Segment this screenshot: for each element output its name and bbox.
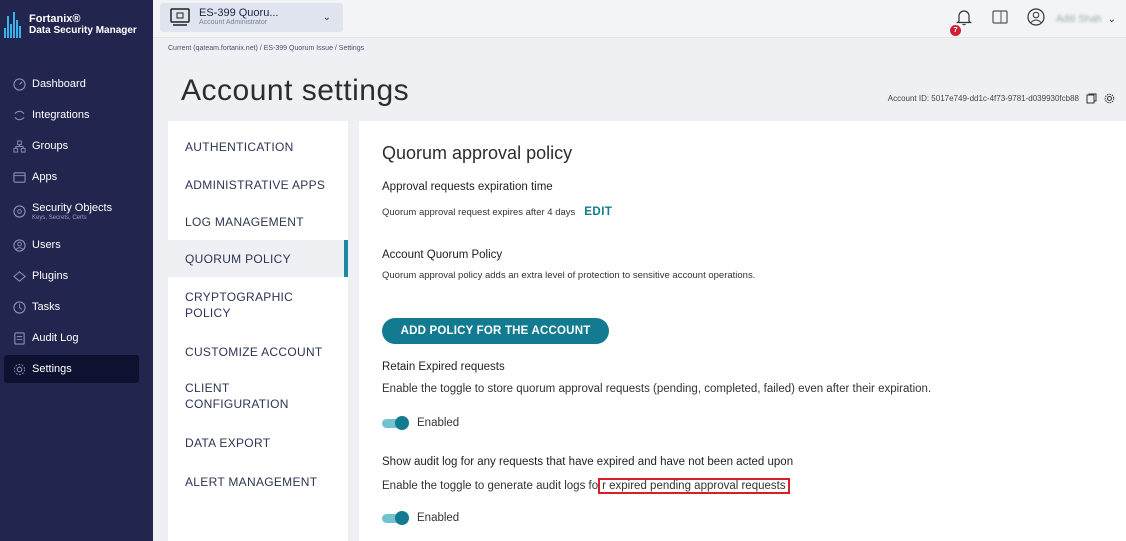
security-objects-icon: [12, 204, 26, 218]
sidebar-item-label: Dashboard: [32, 78, 86, 90]
apps-icon: [12, 170, 26, 184]
user-avatar[interactable]: [1026, 9, 1046, 29]
sidebar-item-sublabel: Keys, Secrets, Certs: [32, 214, 87, 221]
sidebar-item-label: Tasks: [32, 301, 61, 313]
account-role: Account Administrator: [199, 18, 268, 26]
expiration-label: Approval requests expiration time: [382, 181, 553, 193]
audit-desc: Enable the toggle to generate audit logs fo: [382, 480, 599, 492]
menu-item-administrative-apps[interactable]: ADMINISTRATIVE APPS: [185, 178, 326, 192]
retain-label: Retain Expired requests: [382, 361, 505, 373]
menu-item-alert-management[interactable]: ALERT MANAGEMENT: [185, 475, 318, 489]
audit-label: Show audit log for any requests that have expired and have not been acted upon: [382, 456, 794, 468]
sidebar-item-security-objects[interactable]: [4, 194, 139, 228]
users-icon: [12, 238, 26, 252]
audit-log-icon: [12, 331, 26, 345]
page-title: Account settings: [181, 74, 410, 107]
retain-toggle-label: Enabled: [417, 417, 460, 429]
sidebar-nav: [4, 70, 139, 386]
sidebar-item-apps[interactable]: [4, 163, 139, 191]
sidebar-item-integrations[interactable]: [4, 101, 139, 129]
sidebar-item-audit-log[interactable]: [4, 324, 139, 352]
account-policy-desc: Quorum approval policy adds an extra level of protection to sensitive account operations.: [382, 270, 756, 281]
integrations-icon: [12, 108, 26, 122]
user-name[interactable]: Aditi Shah: [1056, 13, 1102, 25]
add-policy-button[interactable]: ADD POLICY FOR THE ACCOUNT: [382, 318, 609, 344]
topbar: [153, 0, 1126, 38]
retain-toggle[interactable]: [382, 416, 409, 430]
breadcrumb[interactable]: Current (qateam.fortanix.net) / ES-399 Quorum Issue / Settings: [168, 45, 365, 52]
brand-logo[interactable]: [4, 12, 137, 38]
fortanix-logo-icon: [4, 12, 23, 38]
settings-menu: [168, 121, 348, 541]
menu-item-log-management[interactable]: LOG MANAGEMENT: [185, 215, 304, 229]
sidebar-item-dashboard[interactable]: [4, 70, 139, 98]
sidebar-item-label: Security Objects: [32, 201, 113, 214]
sidebar-item-label: Apps: [32, 171, 58, 183]
panel-icon: [992, 10, 1008, 29]
highlighted-text: r expired pending approval requests: [598, 478, 789, 494]
section-title: Quorum approval policy: [382, 143, 573, 163]
chevron-down-icon: ⌄: [322, 12, 331, 23]
account-name: ES-399 Quoru...: [199, 6, 279, 19]
menu-item-cryptographic-policy[interactable]: CRYPTOGRAPHIC POLICY: [185, 290, 294, 320]
menu-item-data-export[interactable]: DATA EXPORT: [185, 436, 271, 450]
edit-expiration-button[interactable]: EDIT: [584, 206, 613, 218]
sidebar-item-groups[interactable]: [4, 132, 139, 160]
user-icon: [1027, 8, 1045, 31]
audit-toggle[interactable]: [382, 511, 409, 525]
account-id-row: [888, 92, 1115, 104]
menu-item-client-configuration[interactable]: CLIENT CONFIGURATION: [185, 381, 289, 411]
retain-desc: Enable the toggle to store quorum approval requests (pending, completed, failed) even after their expiration.: [382, 383, 932, 395]
sidebar-item-label: Settings: [32, 363, 72, 375]
tasks-icon: [12, 300, 26, 314]
account-icon: [168, 7, 192, 29]
dashboard-icon: [12, 77, 26, 91]
groups-icon: [12, 139, 26, 153]
brand-product: Data Security Manager: [29, 25, 137, 36]
brand-name: Fortanix®: [29, 13, 81, 25]
sidebar-item-label: Users: [32, 239, 61, 251]
menu-item-authentication[interactable]: AUTHENTICATION: [185, 140, 294, 154]
sidebar-item-label: Audit Log: [32, 332, 79, 344]
sidebar-item-tasks[interactable]: [4, 293, 139, 321]
sidebar-item-settings[interactable]: [4, 355, 139, 383]
sidebar: [0, 0, 153, 541]
quorum-policy-panel: [359, 121, 1126, 541]
account-policy-label: Account Quorum Policy: [382, 249, 503, 261]
sidebar-item-users[interactable]: [4, 231, 139, 259]
account-id: Account ID: 5017e749-dd1c-4f73-9781-d039930fcb88: [887, 93, 1079, 103]
panel-toggle-button[interactable]: [990, 9, 1010, 29]
settings-icon: [12, 362, 26, 376]
notification-badge: 7: [950, 25, 961, 36]
expiration-text: Quorum approval request expires after 4 days: [382, 206, 576, 218]
sidebar-item-plugins[interactable]: [4, 262, 139, 290]
account-switcher[interactable]: [160, 3, 343, 32]
notifications-button[interactable]: [952, 7, 976, 34]
sidebar-item-label: Groups: [32, 140, 69, 152]
menu-item-customize-account[interactable]: CUSTOMIZE ACCOUNT: [185, 345, 323, 359]
menu-item-quorum-policy[interactable]: QUORUM POLICY: [168, 240, 348, 277]
plugins-icon: [12, 269, 26, 283]
copy-icon[interactable]: [1085, 92, 1097, 104]
chevron-down-icon[interactable]: ⌄: [1107, 13, 1116, 25]
sidebar-item-label: Plugins: [32, 270, 69, 282]
gear-icon[interactable]: [1103, 92, 1115, 104]
sidebar-item-label: Integrations: [32, 109, 90, 121]
audit-toggle-label: Enabled: [417, 512, 460, 524]
